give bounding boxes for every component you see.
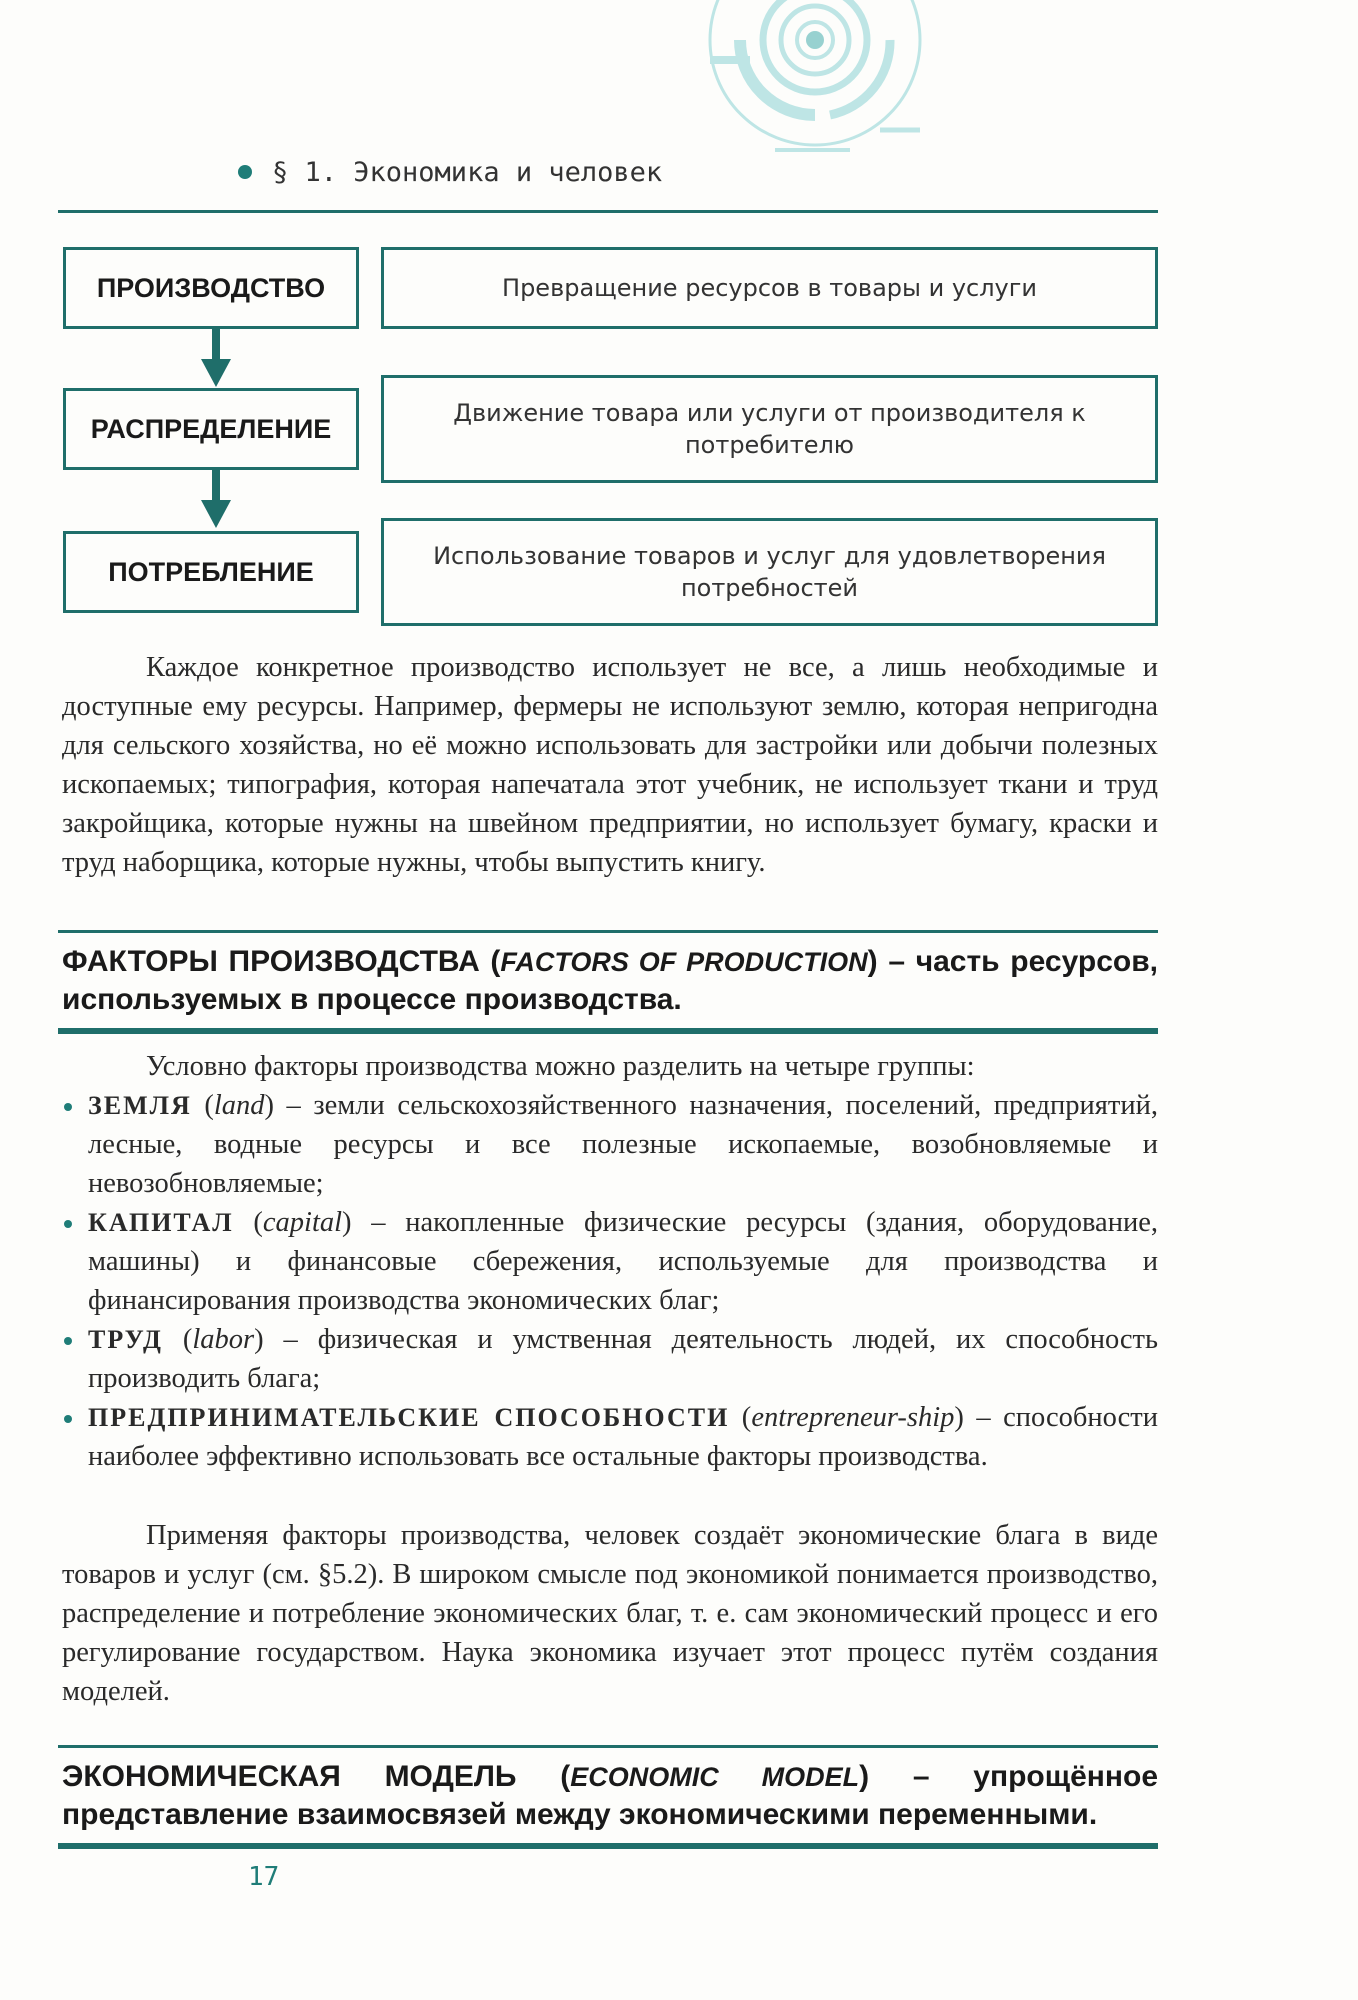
factors-list xyxy=(62,1047,1158,1476)
definition-english: FACTORS OF PRODUCTION xyxy=(500,947,868,977)
definition-bottom-rule xyxy=(58,1028,1158,1034)
definition-economic-model: ЭКОНОМИЧЕСКАЯ МОДЕЛЬ (ECONOMIC MODEL) – упрощённое представление взаимосвязей между экономическими переменными. xyxy=(62,1760,1158,1831)
factors-intro: Условно факторы производства можно разделить на четыре группы: xyxy=(146,1051,975,1082)
step-description: Превращение ресурсов в товары и услуги xyxy=(502,274,1037,302)
definition-top-rule xyxy=(58,1745,1158,1748)
factor-english: labor xyxy=(192,1324,255,1355)
factor-english: entrepreneur-ship xyxy=(751,1402,955,1433)
definition-english: ECONOMIC MODEL xyxy=(570,1762,860,1792)
factor-entrepreneurship: ПРЕДПРИНИМАТЕЛЬСКИЕ СПОСОБНОСТИ (entrepreneur-ship) – способности наиболее эффективно использовать все остальные факторы производства. xyxy=(62,1398,1158,1476)
step-description: Использование товаров и услуг для удовлетворения потребностей xyxy=(433,542,1106,602)
factor-text: физическая и умственная деятельность людей, их способность производить блага; xyxy=(88,1324,1159,1394)
factor-term: КАПИТАЛ xyxy=(88,1208,234,1237)
section-title: § 1. Экономика и человек xyxy=(272,156,663,188)
paragraph-economy: Применяя факторы производства, человек создаёт экономические блага в виде товаров и услуг (см. §5.2). В широком смысле под экономикой понимается производство, распределение и потребление экономических благ, т. е. сам экономический процесс и его регулирование государством. Наука экономика изучает этот процесс путём создания моделей. xyxy=(62,1520,1158,1707)
header-rule xyxy=(58,210,1158,213)
arrow-down-icon xyxy=(201,329,231,389)
arrow-down-icon xyxy=(201,470,231,530)
definition-term: ЭКОНОМИЧЕСКАЯ МОДЕЛЬ xyxy=(62,1760,517,1793)
step-box-consumption xyxy=(63,531,359,613)
definition-top-rule xyxy=(58,930,1158,933)
factor-text: способности наиболее эффективно использовать все остальные факторы производства. xyxy=(88,1402,1158,1472)
definition-text: часть ресурсов, используемых в процессе производства. xyxy=(62,945,1158,1016)
step-description-distribution xyxy=(381,375,1158,483)
definition-bottom-rule xyxy=(58,1843,1158,1849)
step-box-production xyxy=(63,247,359,329)
definition-factors-of-production: ФАКТОРЫ ПРОИЗВОДСТВА (FACTORS OF PRODUCTION) – часть ресурсов, используемых в процессе производства. xyxy=(62,945,1158,1016)
factor-land: ЗЕМЛЯ (land) – земли сельскохозяйственного назначения, поселений, предприятий, лесные, водные ресурсы и все полезные ископаемые, возобновляемые и невозобновляемые; xyxy=(62,1086,1158,1203)
factor-english: land xyxy=(213,1090,265,1121)
paragraph-resources: Каждое конкретное производство использует не все, а лишь необходимые и доступные ему ресурсы. Например, фермеры не используют землю, которая непригодна для сельского хозяйства, но её можно использовать для застройки или добычи полезных ископаемых; типография, которая напечатала этот учебник, не использует ткани и труд закройщика, которые нужны на швейном предприятии, но использует бумагу, краски и труд наборщика, которые нужны, чтобы выпустить книгу. xyxy=(62,652,1158,878)
step-box-distribution xyxy=(63,388,359,470)
decorative-circuit-graphic xyxy=(680,0,960,180)
factor-term: ПРЕДПРИНИМАТЕЛЬСКИЕ СПОСОБНОСТИ xyxy=(88,1403,730,1432)
running-header xyxy=(238,152,662,192)
page-number: 17 xyxy=(248,1862,280,1892)
step-label: ПРОИЗВОДСТВО xyxy=(96,272,326,303)
step-description-production xyxy=(381,247,1158,329)
definition-term: ФАКТОРЫ ПРОИЗВОДСТВА xyxy=(62,945,480,978)
factor-term: ЗЕМЛЯ xyxy=(88,1091,192,1120)
definition-text: упрощённое представление взаимосвязей между экономическими переменными. xyxy=(62,1760,1158,1831)
factor-english: capital xyxy=(262,1207,343,1238)
step-description: Движение товара или услуги от производителя к потребителю xyxy=(453,399,1086,459)
factor-text: накопленные физические ресурсы (здания, оборудование, машины) и финансовые сбережения, используемые для производства и финансирования производства экономических благ; xyxy=(88,1207,1158,1316)
factor-labor: ТРУД (labor) – физическая и умственная деятельность людей, их способность производить блага; xyxy=(62,1320,1158,1398)
bullet-dot-icon xyxy=(238,165,252,179)
step-label: РАСПРЕДЕЛЕНИЕ xyxy=(90,413,332,444)
factor-text: земли сельскохозяйственного назначения, поселений, предприятий, лесные, водные ресурсы и все полезные ископаемые, возобновляемые и невозобновляемые; xyxy=(88,1090,1158,1199)
step-description-consumption xyxy=(381,518,1158,626)
factor-term: ТРУД xyxy=(88,1325,163,1354)
factor-capital: КАПИТАЛ (capital) – накопленные физические ресурсы (здания, оборудование, машины) и финансовые сбережения, используемые для производства и финансирования производства экономических благ; xyxy=(62,1203,1158,1320)
step-label: ПОТРЕБЛЕНИЕ xyxy=(108,556,314,587)
